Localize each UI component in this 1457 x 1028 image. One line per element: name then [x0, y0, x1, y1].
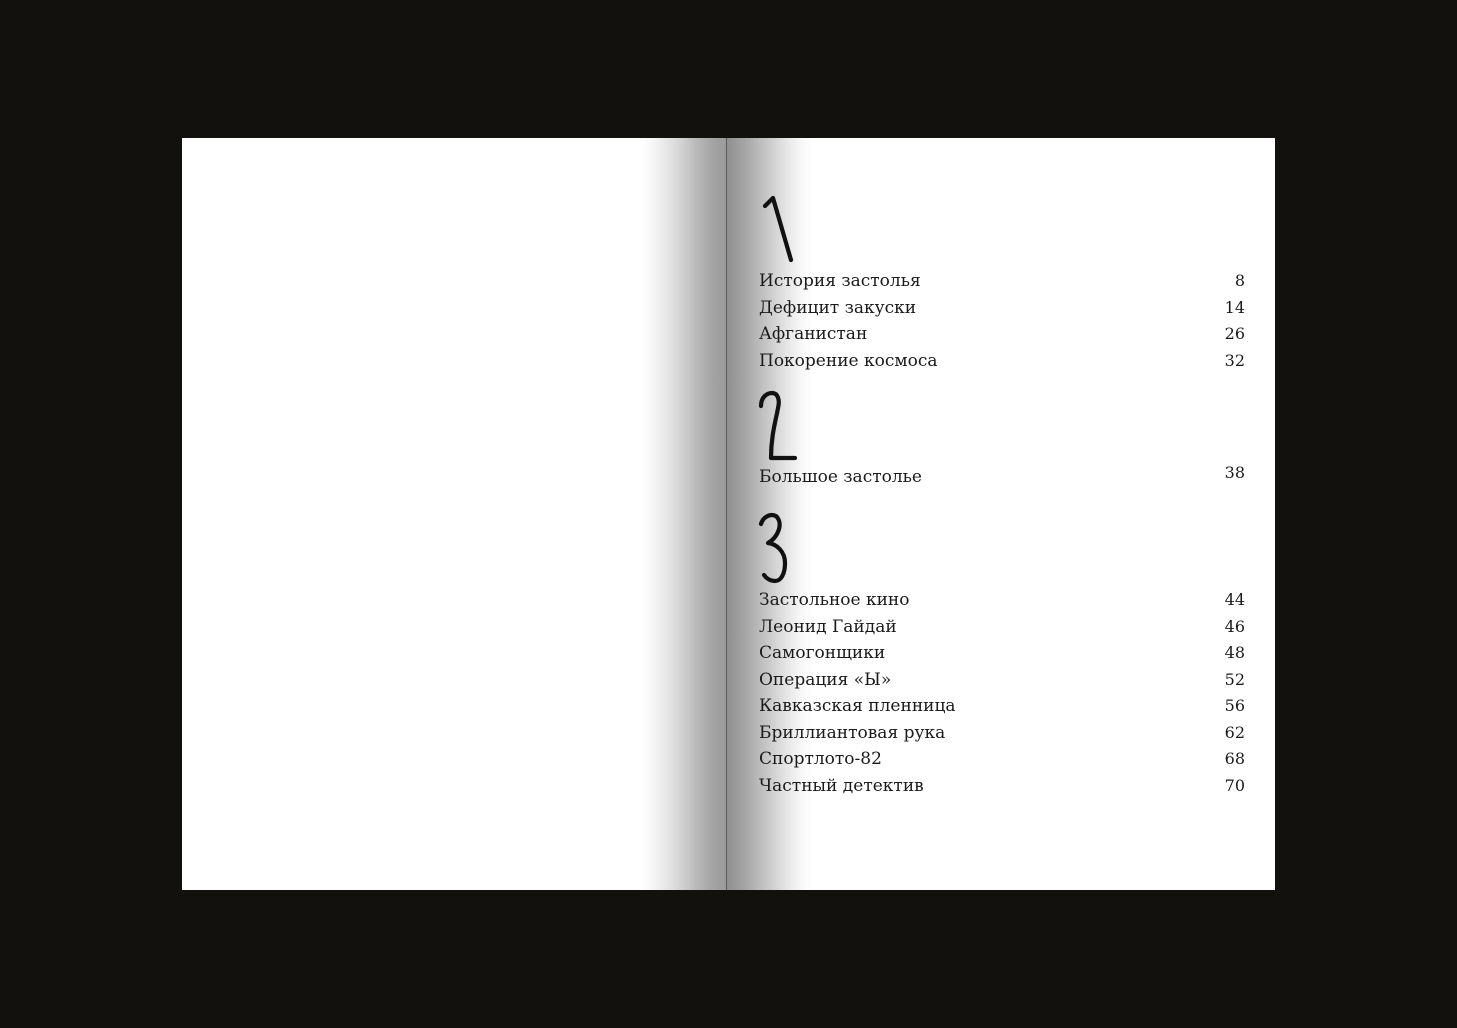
book-spine [726, 138, 727, 890]
toc-entry[interactable] [759, 640, 1245, 667]
toc-section-2 [759, 464, 1245, 491]
toc-entry[interactable] [759, 773, 1245, 800]
toc-entry-title: Покорение космоса [759, 350, 938, 371]
left-page [182, 138, 727, 890]
toc-section-1 [759, 268, 1245, 374]
toc-entry-title: Дефицит закуски [759, 297, 917, 318]
toc-entry-title: Леонид Гайдай [759, 616, 897, 637]
toc-entry[interactable] [759, 348, 1245, 375]
toc-entry-page: 32 [1224, 350, 1245, 370]
toc-entry-title: Кавказская пленница [759, 696, 956, 716]
toc-entry[interactable] [759, 268, 1245, 295]
book-spread [182, 138, 1275, 890]
toc-entry[interactable] [759, 746, 1245, 773]
toc-entry[interactable] [759, 720, 1245, 747]
toc-entry[interactable] [759, 667, 1245, 694]
toc-entry-page: 8 [1234, 271, 1245, 290]
toc-entry-page: 62 [1224, 722, 1245, 742]
toc-entry-title: Самогонщики [759, 643, 886, 663]
toc-entry-page: 68 [1224, 749, 1245, 768]
section-numeral-1 [758, 194, 818, 264]
toc-entry-title: История застолья [759, 271, 921, 291]
section-numeral-3 [758, 512, 818, 582]
toc-entry-page: 38 [1224, 463, 1245, 482]
toc-entry-page: 26 [1224, 324, 1245, 343]
toc-entry-page: 56 [1224, 696, 1245, 715]
toc-entry[interactable] [759, 464, 1245, 491]
toc-entry-title: Частный детектив [759, 775, 924, 796]
toc-entry-page: 52 [1224, 669, 1245, 689]
toc-entry[interactable] [759, 693, 1245, 720]
toc-entry-page: 48 [1224, 643, 1245, 662]
toc-entry-page: 46 [1224, 616, 1245, 636]
toc-entry-title: Застольное кино [759, 590, 910, 610]
toc-entry-page: 44 [1224, 590, 1245, 609]
toc-entry[interactable] [759, 614, 1245, 641]
toc-entry[interactable] [759, 321, 1245, 348]
toc-entry-title: Афганистан [759, 324, 868, 344]
toc-entry-title: Бриллиантовая рука [759, 722, 946, 743]
toc-entry-title: Большое застолье [759, 467, 922, 487]
toc-entry-title: Спортлото-82 [759, 749, 882, 769]
toc-section-3 [759, 587, 1245, 799]
section-numeral-2 [758, 390, 818, 460]
toc-entry-title: Операция «Ы» [759, 669, 892, 690]
toc-entry[interactable] [759, 587, 1245, 614]
toc-entry-page: 14 [1224, 297, 1245, 317]
toc-entry-page: 70 [1224, 775, 1245, 795]
toc-entry[interactable] [759, 295, 1245, 322]
